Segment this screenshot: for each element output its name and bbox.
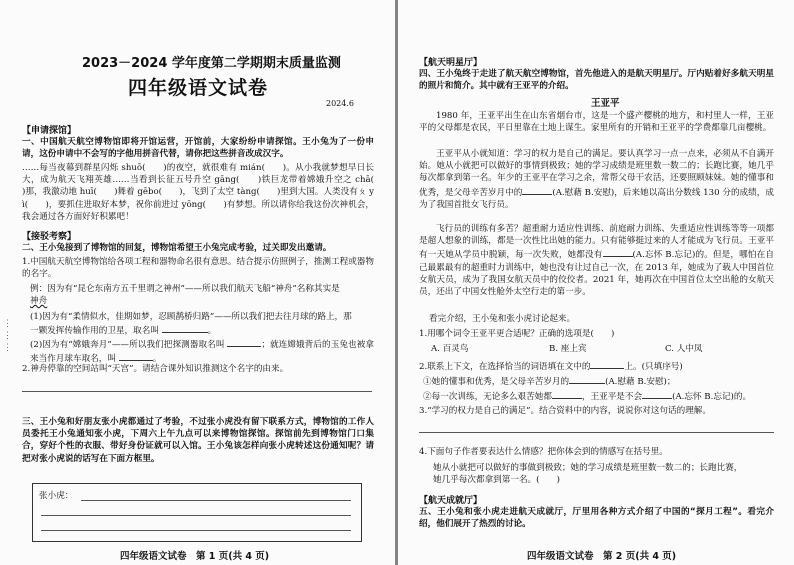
bio-paragraph-2 (419, 148, 774, 211)
q4-4-quote-line-b: 她几乎每次都拿到第一名。( ) (433, 475, 561, 486)
bio-paragraph-3-text: 飞行员的训练有多苦？超重耐力适应性训练、前庭耐力训练、失重适应性训练等等一项都是超人想象的训练，都是一次性比出她的能力。只有能够挺过来的人才能成为飞行员。王亚平有一天她从学员中脱颖，每一次失败，她都没有 (419, 224, 774, 261)
bio-paragraph-3-rest: (A.忘怀 B.忘记)的。但是，哪怕在自己最累最有的超重时力训练中，她也没有让过自己一次，在 2013 年，她成为了载人中国首位女航天员，成为了我国女航天员中的佼佼者。2021 年，她再次在中国首位太空出舱的女航天员，还出了中国女性舱外太空行走的第一步。 (419, 250, 774, 298)
exam-title: 四年级语文试卷 (128, 77, 269, 99)
q4-2-prompt-text: 2.联系上下文，在选择恰当的词语填在文中的 (419, 362, 591, 372)
bio-paragraph-2-rest: (A.慰藉 B.安慰)，后来她以高出分数线 130 分的成绩，成为了我国首批女飞行员。 (419, 187, 774, 210)
q4-2-prompt-blank (590, 359, 624, 369)
q2-1-prompt: 1.中国航天航空博物馆给各项工程和器物命名很有意思。结合提示仿照例子，推测工程或器物的名字。 (22, 257, 374, 280)
q2-item-1-line-b: 一颗发挥传输作用的卫星，取名叫 (30, 326, 159, 337)
q2-item-1-answer-blank[interactable] (162, 323, 208, 333)
q2-intro: 二、王小兔接到了博物馆的回复，博物馆希望王小兔完成考验，过关即发出邀请。 (22, 243, 332, 253)
q2-item-2-line-b: ；就连嫦娥背后的玉兔也被拿来当作月球车取名，叫 (30, 340, 374, 365)
page-1-footer: 四年级语文试卷 第 1 页(共 4 页) (120, 551, 270, 562)
q3-prompt: 三、王小兔和好朋友张小虎都通过了考验，不过张小虎没有留下联系方式，博物馆的工作人员委托王小兔通知张小虎，下周六上午九点可以来博物馆探馆。探馆前先到博物馆门口集合，穿好个性的衣服、带好身份证就可以入馆。王小兔该怎样向张小虎转述这份通知呢？请把对张小虎说的话写在下面方框里。 (22, 417, 374, 464)
q2-example-answer: 神舟 (30, 296, 48, 307)
q2-item-1-line-a: (1)因为有“柔情似水，佳期如梦，忍顾鹊桥归路”——所以我们把去往月球的路上，那 (30, 312, 352, 322)
q4-intro: 四、王小兔终于走进了航天航空博物馆，首先他进入的是航天明星厅。厅内贴着好多航天明星的照片和简介。其中就有王亚平的介绍。 (419, 69, 774, 92)
q2-item-2-answer-blank-2[interactable] (119, 351, 153, 361)
q4-4-quote (433, 462, 773, 486)
section-star-hall: 【航天明星厅】 (419, 58, 483, 68)
exam-date: 2024.6 (326, 99, 354, 108)
q4-2-item-1 (423, 374, 676, 388)
q4-4-prompt: 4.下面句子作者要表达什么情感？把你体会到的情感写在括号里。 (419, 447, 668, 457)
page-2 (399, 0, 794, 565)
q3-answer-box-label: 张小虎： (39, 491, 74, 501)
binding-marks: ⋮ ⋮ ⋮ (3, 319, 12, 353)
q4-2-prompt-rest: 上。(只填序号) (624, 362, 683, 372)
q2-item-1: (1)因为有“柔情似水，佳期如梦，忍顾鹊桥归路”——所以我们把去往月球的路上，那 一颗发挥传输作用的卫星，取名叫 。 (30, 312, 352, 337)
q4-2-item-1-rest: (A.慰藉 B.安慰)； (605, 377, 676, 387)
q4-2-item-2-rest: (A.忘怀 B.忘记)的。 (672, 392, 752, 402)
q1-intro: 一、中国航天航空博物馆即将开馆运营，开馆前，大家纷纷申请探馆。王小兔为了一份申请，这份申请中不会写的字他用拼音代替，请你把这些拼音改成汉字。 (22, 137, 374, 160)
q2-item-2: (2)因为有“嫦娥奔月”——所以我们把探测器取名叫 ；就连嫦娥背后的玉兔也被拿来当作月球车取名，叫 。 (30, 337, 374, 365)
q4-2-item-1-text: ①她的懂事和优秀，是父母辛苦岁月的 (423, 377, 570, 387)
q4-3-prompt: 3.“学习的权力是自己的满足”。结合资料中的内容，说说你对这句话的理解。 (419, 406, 711, 416)
section-apply: 【申请探馆】 (22, 126, 77, 136)
q4-1-option-c[interactable]: C. 人中凤 (665, 344, 703, 354)
q4-1-prompt: 1.用哪个词令王亚平更合适呢？正确的选项是( ) (419, 329, 615, 339)
q2-example-text: 例：因为有“昆仑东南方五千里谓之神州”——所以我们航天飞船“神舟”名称其实是 (30, 284, 340, 294)
q4-2-item-1-blank[interactable] (569, 374, 605, 384)
bio-title: 王亚平 (591, 98, 620, 109)
q4-2-item-2 (423, 389, 751, 403)
q4-2-prompt (419, 359, 683, 373)
bio-paragraph-1: 1980 年，王亚平出生在山东省烟台市，这是一个盛产樱桃的地方，和村里人一样，王亚平的父母都是农民，平日里靠在土地上谋生。家里所有的开销和王亚平的学费都靠几亩樱桃。 (419, 111, 774, 134)
page-2-footer: 四年级语文试卷 第 2 页(共 4 页) (527, 551, 677, 562)
q4-2-item-2-text: ②每一次训练，无论多么艰苦她都 (423, 392, 552, 402)
bio-paragraph-2-text: 王亚平从小就知道：学习的权力是自己的满足。要认真学习一点一点来，必须从不自满开始。她从小就把可以做好的事情到极致；她的学习成绩是班里数一数二的；长跑比赛，她几乎每次都拿到第一名。年少的王亚平在学习之余，常帮父母干农活，还要照顾妹妹。她的懂事和优秀，是父母辛苦岁月中的 (419, 149, 774, 198)
q2-2-prompt: 2.神舟停靠的空间站叫“天宫”。请结合课外知识推测这个名字的由来。 (22, 364, 289, 374)
page-1 (0, 0, 395, 565)
q3-answer-line-3[interactable] (41, 530, 351, 531)
q4-transition: 看完介绍，王小兔和张小虎讨论起来。 (429, 314, 576, 324)
q4-3-answer-line[interactable] (419, 432, 774, 433)
bio-paragraph-3 (419, 223, 774, 298)
q3-answer-line-2[interactable] (41, 515, 351, 516)
q2-item-2-line-a: (2)因为有“嫦娥奔月”——所以我们把探测器取名叫 (30, 340, 225, 350)
q3-answer-box[interactable] (32, 483, 362, 542)
q4-2-item-2-blank-2[interactable] (642, 389, 672, 399)
q3-answer-line-1[interactable] (81, 500, 351, 501)
bio-blank-1[interactable] (522, 185, 552, 195)
q1-passage: ……每当夜幕到群星闪烁 shuō( )的夜空，就很难有 mián( )。从小我就梦想早日长大，成为航天飞翔英雄……当看到长征五号升空 gāng( )铁巨龙带着嫦娥升空之 chā( )那，我激动地 huī( )舞着 gēbo( )，飞到了太空 tàng( )里到大国。人类没有ㄆ yì( )，要抓住进取好本梦，祝你前进过 yōng( )有梦想。所以请你给我这份次神机会，我会通过各方面好好积累吧！ (22, 163, 392, 222)
q2-item-2-answer-blank-1[interactable] (227, 337, 261, 347)
section-achievement-hall: 【航天成就厅】 (419, 496, 483, 506)
q2-example (30, 283, 374, 307)
exam-year-title: 2023－2024 学年度第二学期期末质量监测 (82, 56, 341, 71)
section-task: 【接驳考察】 (22, 232, 77, 242)
q4-2-item-2-mid: ，王亚平是不会 (581, 392, 643, 402)
bio-blank-2[interactable] (603, 247, 633, 257)
q4-1-option-b[interactable]: B. 座上宾 (549, 344, 587, 354)
q4-1-option-a[interactable]: A. 百灵鸟 (431, 344, 469, 354)
q4-4-quote-line-a: 她从小就把可以做好的事做到极致；她的学习成绩是班里数一数二的；长跑比赛， (433, 463, 743, 473)
q5-intro: 五、王小兔和张小虎走进航天成就厅，厅里用各种方式介绍了中国的“探月工程”。看完介绍，他们展开了热烈的讨论。 (419, 507, 774, 530)
q4-2-item-2-blank-1[interactable] (552, 389, 582, 399)
q2-2-answer-line[interactable] (22, 391, 372, 392)
page-divider (395, 0, 398, 565)
